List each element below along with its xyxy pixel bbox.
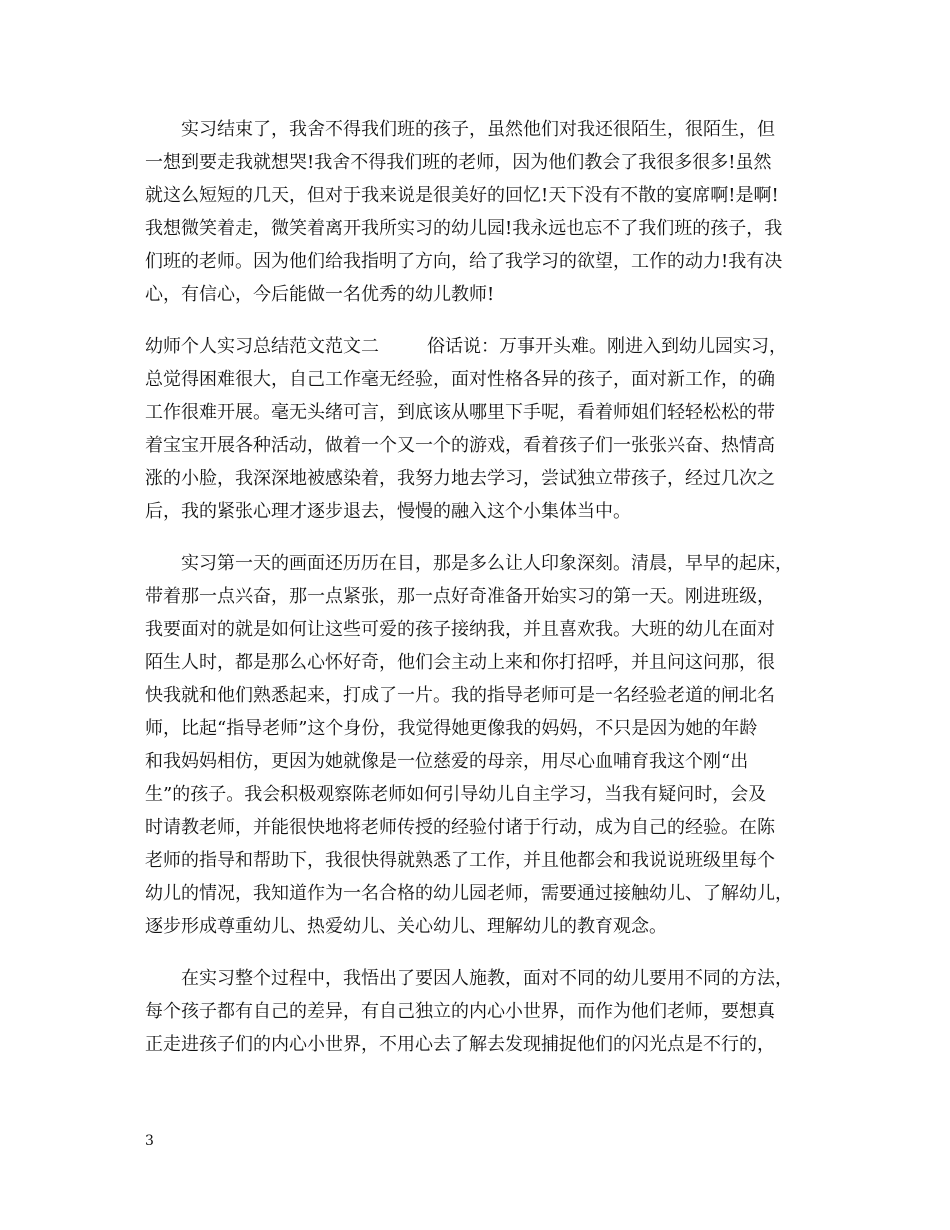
text-line: 生”的孩子。我会积极观察陈老师如何引导幼儿自主学习，当我有疑问时，会及: [145, 784, 767, 805]
heading-continuation-text: 俗话说：万事开头难。刚进入到幼儿园实习，: [427, 336, 787, 357]
text-line: 着宝宝开展各种活动，做着一个又一个的游戏，看着孩子们一张张兴奋、热情高: [145, 435, 775, 456]
text-line: 在实习整个过程中，我悟出了要因人施教，面对不同的幼儿要用不同的方法，: [181, 968, 793, 989]
text-line: 带着那一点兴奋，那一点紧张，那一点好奇准备开始实习的第一天。刚进班级，: [145, 586, 775, 607]
text-line: 实习第一天的画面还历历在目，那是多么让人印象深刻。清晨，早早的起床，: [181, 553, 793, 574]
text-line: 涨的小脸，我深深地被感染着，我努力地去学习，尝试独立带孩子，经过几次之: [145, 468, 775, 489]
text-line: 陌生人时，都是那么心怀好奇，他们会主动上来和你打招呼，并且问这问那，很: [145, 652, 775, 673]
text-line: 实习结束了，我舍不得我们班的孩子，虽然他们对我还很陌生，很陌生，但: [181, 119, 775, 140]
text-line: 逐步形成尊重幼儿、热爱幼儿、关心幼儿、理解幼儿的教育观念。: [145, 916, 667, 937]
text-line: 们班的老师。因为他们给我指明了方向，给了我学习的欲望，工作的动力!我有决: [145, 251, 783, 272]
text-line: 老师的指导和帮助下，我很快得就熟悉了工作，并且他都会和我说说班级里每个: [145, 850, 775, 871]
text-line: 师，比起“指导老师”这个身份，我觉得她更像我的妈妈，不只是因为她的年龄: [145, 718, 758, 739]
text-line: 我想微笑着走，微笑着离开我所实习的幼儿园!我永远也忘不了我们班的孩子，我: [145, 218, 783, 239]
heading-line: [145, 332, 805, 362]
text-line: 就这么短短的几天，但对于我来说是很美好的回忆!天下没有不散的宴席啊!是啊!: [145, 185, 779, 206]
text-line: 我要面对的就是如何让这些可爱的孩子接纳我，并且喜欢我。大班的幼儿在面对: [145, 619, 775, 640]
text-line: 工作很难开展。毫无头绪可言，到底该从哪里下手呢，看着师姐们轻轻松松的带: [145, 402, 775, 423]
text-line: 心，有信心，今后能做一名优秀的幼儿教师!: [145, 284, 495, 305]
section-heading: 幼师个人实习总结范文范文二: [145, 336, 379, 357]
text-line: 和我妈妈相仿，更因为她就像是一位慈爱的母亲，用尽心血哺育我这个刚“出: [145, 751, 749, 772]
text-line: 快我就和他们熟悉起来，打成了一片。我的指导老师可是一名经验老道的闸北名: [145, 685, 775, 706]
text-line: 总觉得困难很大，自己工作毫无经验，面对性格各异的孩子，面对新工作，的确: [145, 369, 775, 390]
text-line: 幼儿的情况，我知道作为一名合格的幼儿园老师，需要通过接触幼儿、了解幼儿，: [145, 883, 793, 904]
text-line: 正走进孩子们的内心小世界，不用心去了解去发现捕捉他们的闪光点是不行的，: [145, 1034, 775, 1055]
text-line: 每个孩子都有自己的差异，有自己独立的内心小世界，而作为他们老师，要想真: [145, 1001, 775, 1022]
page-number: 3: [145, 1133, 154, 1149]
text-line: 一想到要走我就想哭!我舍不得我们班的老师，因为他们教会了我很多很多!虽然: [145, 152, 772, 173]
text-line: 时请教老师，并能很快地将老师传授的经验付诸于行动，成为自己的经验。在陈: [145, 817, 775, 838]
text-line: 后，我的紧张心理才逐步退去，慢慢的融入这个小集体当中。: [145, 501, 631, 522]
